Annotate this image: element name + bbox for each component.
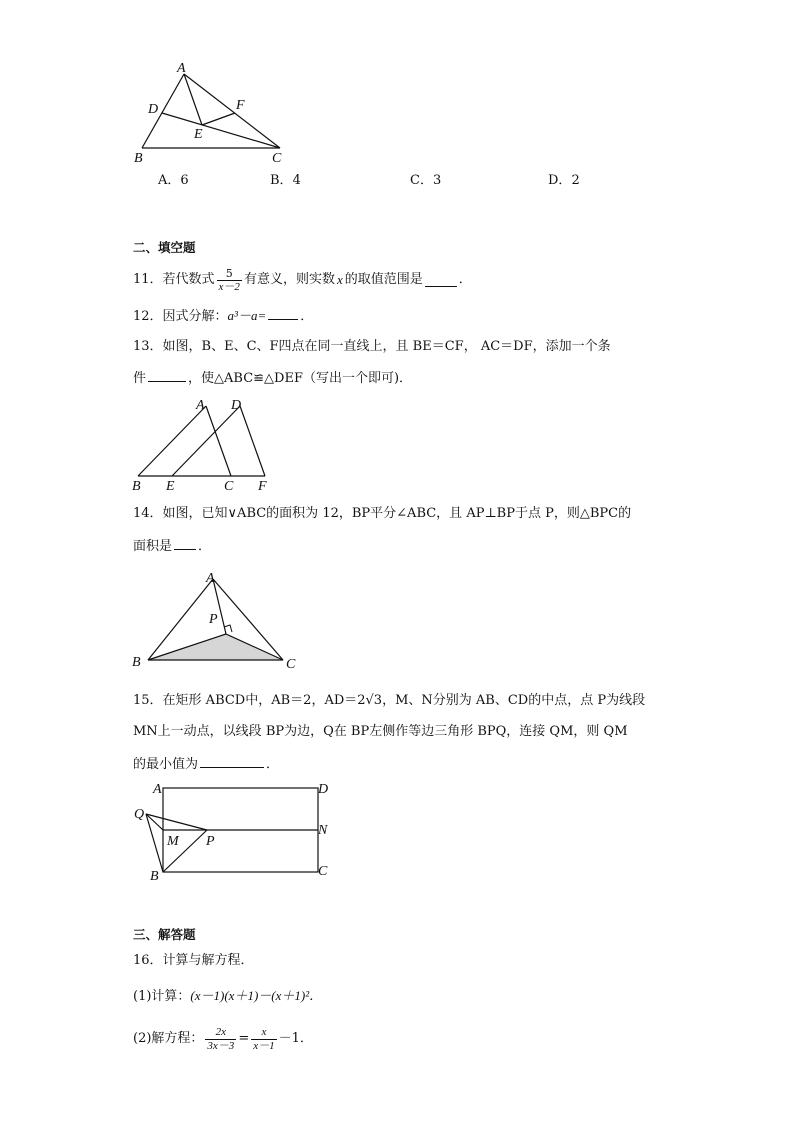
answer-blank[interactable] [148, 369, 186, 382]
answer-blank[interactable] [425, 274, 457, 287]
fig15-label-d: D [318, 782, 329, 797]
figure-q15 [130, 778, 340, 886]
answer-blank[interactable] [174, 537, 196, 550]
fig13-label-e: E [166, 479, 175, 494]
section3-title: 三、解答题 [133, 927, 196, 942]
question-15-line1: 15．在矩形 ABCD中，AB＝2，AD＝2√3，M、N分别为 AB、CD的中点，点 P为线段 [133, 693, 646, 708]
fig15-label-c: C [318, 864, 328, 879]
figure-q13 [128, 394, 278, 494]
option-c: C．3 [410, 173, 442, 188]
fig15-label-n: N [318, 823, 328, 838]
fig15-label-a: A [153, 782, 162, 797]
fig10-label-f: F [236, 98, 245, 113]
answer-blank[interactable] [200, 755, 264, 768]
fig15-label-b: B [150, 869, 159, 884]
fig10-label-d: D [148, 102, 159, 117]
fig13-label-f: F [258, 479, 267, 494]
fig10-label-c: C [272, 151, 282, 166]
answer-blank[interactable] [268, 307, 298, 320]
fig13-label-c: C [224, 479, 234, 494]
fig10-label-e: E [194, 127, 203, 142]
fig15-label-p: P [206, 834, 215, 849]
question-14-line1: 14．如图，已知∨ABC的面积为 12，BP平分∠ABC，且 AP⊥BP于点 P，则△BPC的 [133, 506, 632, 521]
fig14-label-p: P [209, 612, 218, 627]
question-12: 12．因式分解：a³－a= ． [133, 308, 314, 324]
question-16-stem: 16．计算与解方程． [133, 953, 254, 968]
question-13-line1: 13．如图，B、E、C、F四点在同一直线上，且 BE＝CF， AC＝DF，添加一个条 [133, 339, 611, 354]
question-11: 11．若代数式 $\frac{5}{x-2}$ 有意义，则实数 x 的取值范围是 ． [133, 266, 472, 293]
figure-q14 [128, 566, 308, 676]
question-15-line3: 的最小值为 ． [133, 757, 280, 772]
fig13-label-b: B [132, 479, 141, 494]
section2-title: 二、填空题 [133, 240, 196, 255]
figure-q10 [130, 58, 300, 168]
option-a: A．6 [158, 173, 189, 188]
fig14-label-b: B [132, 655, 141, 670]
question-13-line2: 件 ，使△ABC≌△DEF（写出一个即可)． [133, 371, 413, 386]
fig14-label-c: C [286, 657, 296, 672]
fig14-label-a: A [206, 571, 215, 586]
option-b: B．4 [270, 173, 301, 188]
fig13-label-d: D [231, 398, 242, 413]
fig13-label-a: A [196, 398, 205, 413]
question-14-line2: 面积是 ． [133, 539, 212, 554]
question-15-line2: MN上一动点，以线段 BP为边，Q在 BP左侧作等边三角形 BPQ，连接 QM，则 QM [133, 724, 628, 739]
fig10-label-b: B [134, 151, 143, 166]
fig15-label-q: Q [134, 807, 145, 822]
question-16-part1: (1)计算：(x－1)(x＋1)－(x＋1)²． [133, 988, 323, 1004]
question-16-part2: (2)解方程： $\frac{2x}{3x-3}$ = $\frac{x}{x-1}$ －1． [133, 1025, 313, 1052]
fig15-label-m: M [167, 834, 179, 849]
option-d: D．2 [548, 173, 580, 188]
fig10-label-a: A [177, 61, 186, 76]
